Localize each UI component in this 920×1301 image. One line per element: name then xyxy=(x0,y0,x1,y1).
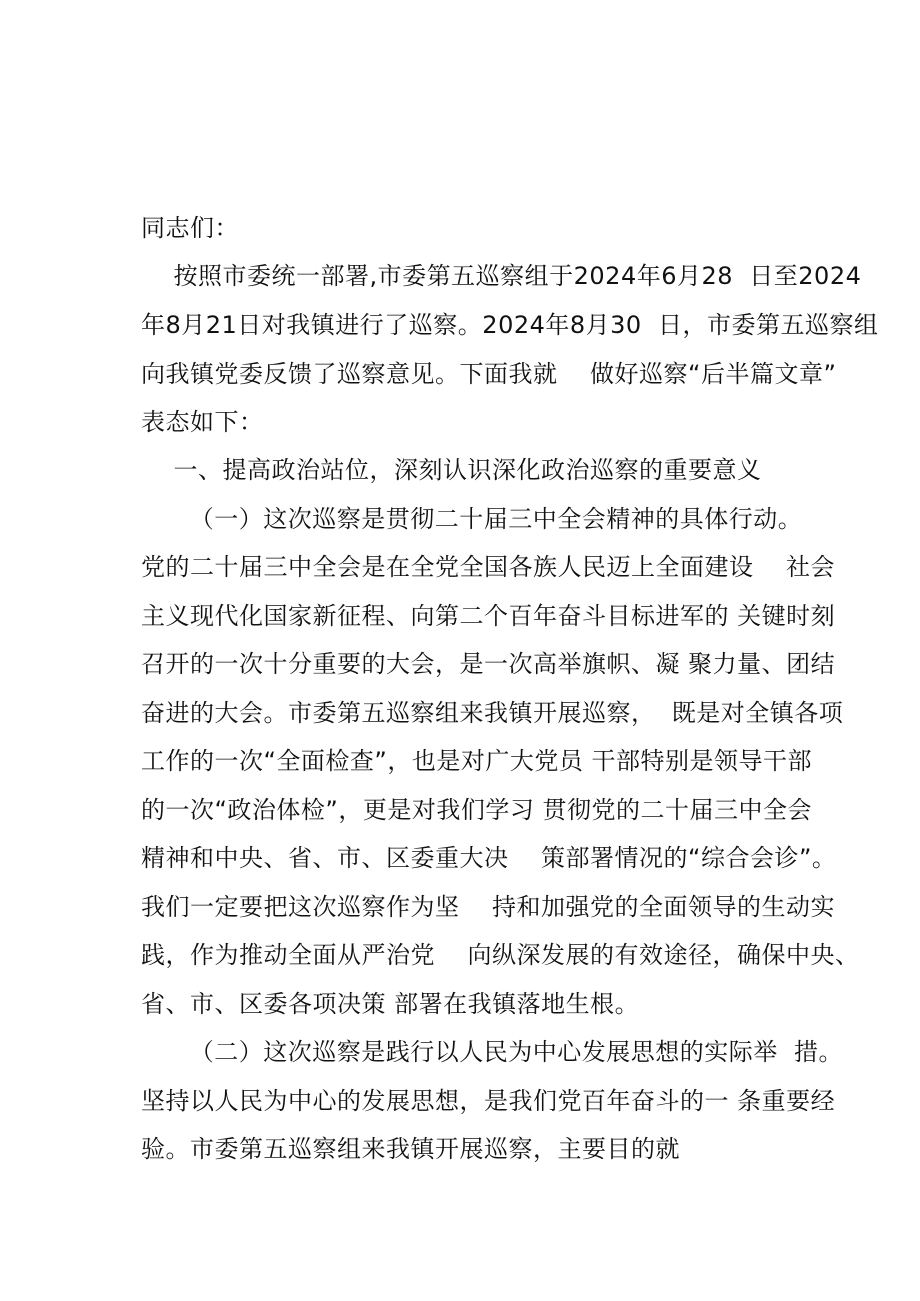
paragraph-1-line-2: 年8月21日对我镇进行了巡察。2024年8月30 日，市委第五巡察组 xyxy=(141,311,879,339)
paragraph-1-line-3: 向我镇党委反馈了巡察意见。下面我就 做好巡察“后半篇文章” xyxy=(141,360,837,388)
paragraph-1-line-1: 按照市委统一部署,市委第五巡察组于2024年6月28 日至2024 xyxy=(141,262,862,290)
paragraph-2-line-7: 的一次“政治体检”，更是对我们学习 贯彻党的二十届三中全会 xyxy=(141,796,812,824)
paragraph-2-line-9: 我们一定要把这次巡察作为坚 持和加强党的全面领导的生动实 xyxy=(141,893,836,921)
paragraph-2-line-3: 主义现代化国家新征程、向第二个百年奋斗目标进军的 关键时刻 xyxy=(141,602,836,630)
section-heading-1: 一、提高政治站位，深刻认识深化政治巡察的重要意义 xyxy=(141,456,762,484)
paragraph-3-line-2: 坚持以人民为中心的发展思想，是我们党百年奋斗的一 条重要经 xyxy=(141,1087,836,1115)
paragraph-2-line-1: （一）这次巡察是贯彻二十届三中全会精神的具体行动。 xyxy=(141,505,803,533)
paragraph-2-line-5: 奋进的大会。市委第五巡察组来我镇开展巡察， 既是对全镇各项 xyxy=(141,699,844,727)
paragraph-2-line-6: 工作的一次“全面检查”，也是对广大党员 干部特别是领导干部 xyxy=(141,747,812,775)
paragraph-1-line-4: 表态如下： xyxy=(141,408,264,436)
paragraph-2-line-10: 践，作为推动全面从严治党 向纵深发展的有效途径，确保中央、 xyxy=(141,941,860,969)
paragraph-3-line-1: （二）这次巡察是践行以人民为中心发展思想的实际举 措。 xyxy=(141,1038,844,1066)
paragraph-2-line-11: 省、市、区委各项决策 部署在我镇落地生根。 xyxy=(141,990,640,1018)
salutation: 同志们： xyxy=(141,214,239,242)
paragraph-2-line-2: 党的二十届三中全会是在全党全国各族人民迈上全面建设 社会 xyxy=(141,553,836,581)
paragraph-3-line-3: 验。市委第五巡察组来我镇开展巡察，主要目的就 xyxy=(141,1135,680,1163)
paragraph-2-line-4: 召开的一次十分重要的大会，是一次高举旗帜、凝 聚力量、团结 xyxy=(141,650,836,678)
paragraph-2-line-8: 精神和中央、省、市、区委重大决 策部署情况的“综合会诊”。 xyxy=(141,844,837,872)
